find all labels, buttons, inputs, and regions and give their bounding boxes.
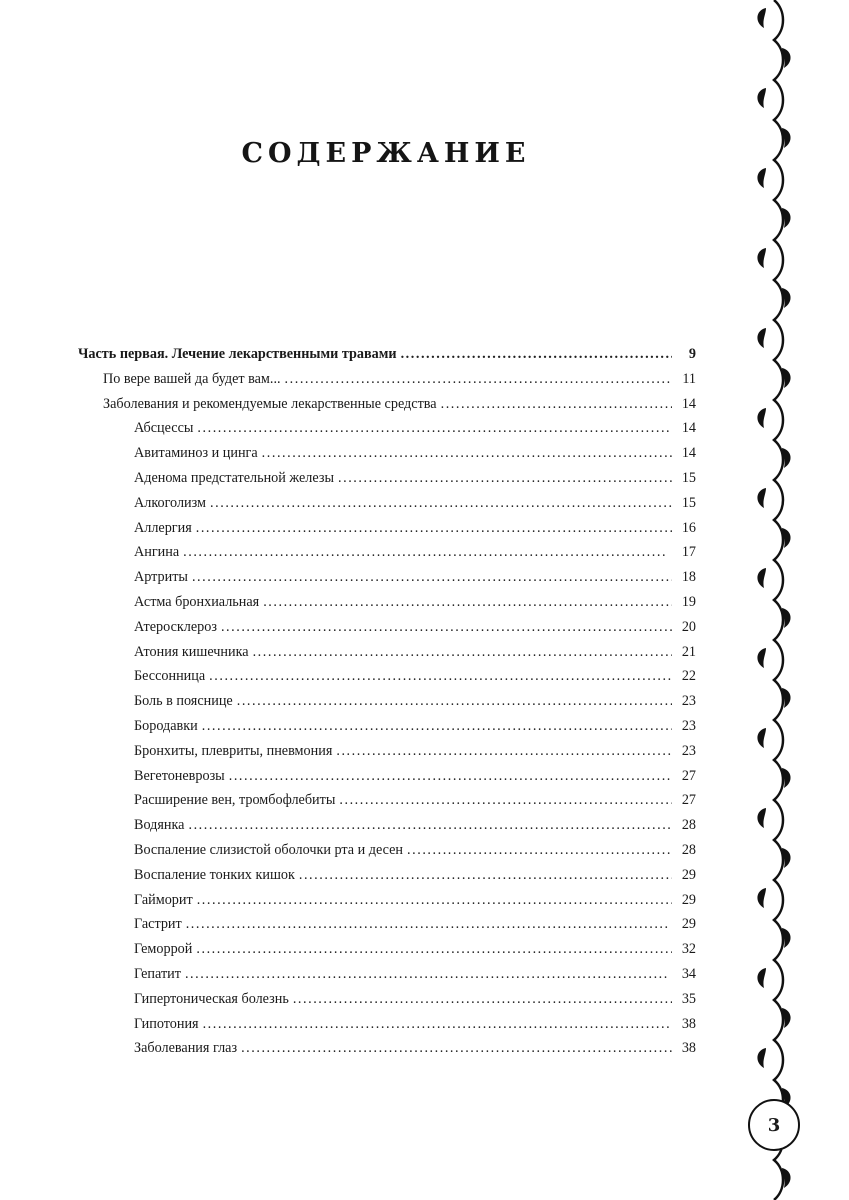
toc-entry-page: 21 [681, 643, 696, 660]
toc-entry-title: Заболевания глаз [134, 1040, 238, 1057]
toc-entry-page: 14 [681, 395, 696, 412]
toc-entry [78, 644, 696, 669]
toc-entry-title: Боль в пояснице [134, 693, 233, 710]
toc-entry [78, 743, 696, 768]
toc-entry-page: 34 [681, 965, 696, 982]
toc-entry-page: 15 [681, 469, 696, 486]
toc-leader-dots [197, 420, 672, 437]
toc-entry-title: Бородавки [134, 717, 198, 734]
toc-entry [78, 470, 696, 495]
page-number [748, 1099, 800, 1151]
toc-entry-page: 14 [681, 445, 696, 462]
toc-entry-title: Геморрой [134, 941, 193, 958]
toc-leader-dots [336, 743, 672, 760]
toc-entry-title: Гипертоническая болезнь [134, 990, 289, 1007]
toc-entry [78, 1016, 696, 1041]
toc-entry [78, 371, 696, 396]
toc-entry-page: 35 [681, 990, 696, 1007]
toc-entry-page: 17 [681, 544, 696, 561]
toc-entry [78, 520, 696, 545]
toc-entry [78, 817, 696, 842]
toc-leader-dots [299, 867, 672, 884]
toc-entry-page: 27 [681, 792, 696, 809]
toc-leader-dots [221, 619, 672, 636]
toc-entry-title: Аллергия [134, 519, 192, 536]
toc-entry [78, 966, 696, 991]
toc-leader-dots [202, 718, 672, 735]
toc-leader-dots [293, 991, 672, 1008]
toc-entry-page: 11 [682, 370, 696, 387]
toc-entry-page: 23 [681, 717, 696, 734]
toc-entry-page: 20 [681, 618, 696, 635]
toc-leader-dots [203, 1016, 672, 1033]
toc-entry-page: 38 [681, 1040, 696, 1057]
toc-entry-title: Аденома предстательной железы [134, 469, 334, 486]
toc-leader-dots [192, 569, 672, 586]
toc-leader-dots [196, 520, 672, 537]
toc-entry-title: Бронхиты, плевриты, пневмония [134, 742, 333, 759]
toc-entry [78, 346, 696, 371]
toc-leader-dots [339, 792, 672, 809]
toc-entry-page: 9 [688, 346, 696, 362]
toc-entry-title: Бессонница [134, 668, 206, 685]
toc-entry-page: 23 [681, 693, 696, 710]
toc-entry-title: Алкоголизм [134, 494, 207, 511]
toc-entry-title: Гастрит [134, 916, 182, 933]
toc-entry-page: 28 [681, 817, 696, 834]
toc-entry-page: 38 [681, 1015, 696, 1032]
toc-entry-page: 29 [681, 866, 696, 883]
toc-entry [78, 718, 696, 743]
toc-leader-dots [183, 544, 672, 561]
toc-entry [78, 1040, 696, 1065]
toc-entry [78, 594, 696, 619]
toc-entry-title: Абсцессы [134, 420, 194, 437]
toc-entry-title: Воспаление слизистой оболочки рта и десен [134, 841, 404, 858]
toc-entry-title: Гепатит [134, 965, 181, 982]
toc-entry [78, 619, 696, 644]
page-number-value: 3 [767, 1114, 781, 1136]
toc-entry [78, 768, 696, 793]
toc-entry-title: Часть первая. Лечение лекарственными травами [78, 346, 397, 362]
toc-entry [78, 445, 696, 470]
toc-leader-dots [185, 966, 672, 983]
toc-entry-page: 22 [681, 668, 696, 685]
toc-entry-page: 29 [681, 891, 696, 908]
toc-leader-dots [241, 1040, 672, 1057]
toc-leader-dots [262, 445, 672, 462]
toc-entry [78, 916, 696, 941]
toc-entry-title: Ангина [134, 544, 180, 561]
toc-entry [78, 420, 696, 445]
toc-leader-dots [229, 768, 672, 785]
toc-entry [78, 867, 696, 892]
toc-entry-page: 19 [681, 593, 696, 610]
toc-entry-title: Астма бронхиальная [134, 593, 260, 610]
toc-leader-dots [401, 346, 672, 363]
toc-entry [78, 668, 696, 693]
toc-entry-title: Воспаление тонких кишок [134, 866, 295, 883]
toc-leader-dots [186, 916, 672, 933]
toc-entry-page: 32 [681, 941, 696, 958]
toc-entry-title: Авитаминоз и цинга [134, 445, 258, 462]
toc-entry-title: Артриты [134, 569, 188, 586]
page-title: СОДЕРЖАНИЕ [241, 138, 531, 169]
vine-border-icon [752, 0, 797, 1200]
toc-entry-page: 28 [681, 841, 696, 858]
toc-entry [78, 991, 696, 1016]
toc-entry [78, 544, 696, 569]
toc-leader-dots [407, 842, 672, 859]
toc-entry-page: 27 [681, 767, 696, 784]
toc-leader-dots [338, 470, 672, 487]
toc-entry [78, 495, 696, 520]
toc-entry-title: Атония кишечника [134, 643, 249, 660]
toc-entry-title: Заболевания и рекомендуемые лекарственные средства [103, 395, 437, 412]
table-of-contents [78, 346, 696, 1065]
toc-entry-title: Водянка [134, 817, 185, 834]
toc-leader-dots [209, 668, 672, 685]
toc-leader-dots [263, 594, 672, 611]
toc-entry-title: Вегетоневрозы [134, 767, 225, 784]
toc-leader-dots [285, 371, 672, 388]
toc-leader-dots [237, 693, 672, 710]
toc-entry-page: 29 [681, 916, 696, 933]
toc-entry [78, 569, 696, 594]
toc-entry-page: 15 [681, 494, 696, 511]
toc-entry [78, 941, 696, 966]
toc-leader-dots [196, 941, 672, 958]
toc-entry [78, 842, 696, 867]
toc-entry-title: По вере вашей да будет вам... [103, 370, 281, 387]
toc-leader-dots [197, 892, 672, 909]
toc-leader-dots [441, 396, 672, 413]
toc-entry-title: Гипотония [134, 1015, 199, 1032]
toc-leader-dots [253, 644, 672, 661]
toc-entry-page: 14 [681, 420, 696, 437]
toc-entry-title: Гайморит [134, 891, 193, 908]
toc-entry-page: 18 [681, 569, 696, 586]
toc-entry-title: Расширение вен, тромбофлебиты [134, 792, 336, 809]
toc-entry [78, 892, 696, 917]
toc-entry [78, 792, 696, 817]
toc-leader-dots [188, 817, 672, 834]
toc-entry [78, 396, 696, 421]
toc-entry [78, 693, 696, 718]
toc-entry-page: 16 [681, 519, 696, 536]
toc-entry-page: 23 [681, 742, 696, 759]
toc-leader-dots [210, 495, 672, 512]
toc-entry-title: Атеросклероз [134, 618, 217, 635]
